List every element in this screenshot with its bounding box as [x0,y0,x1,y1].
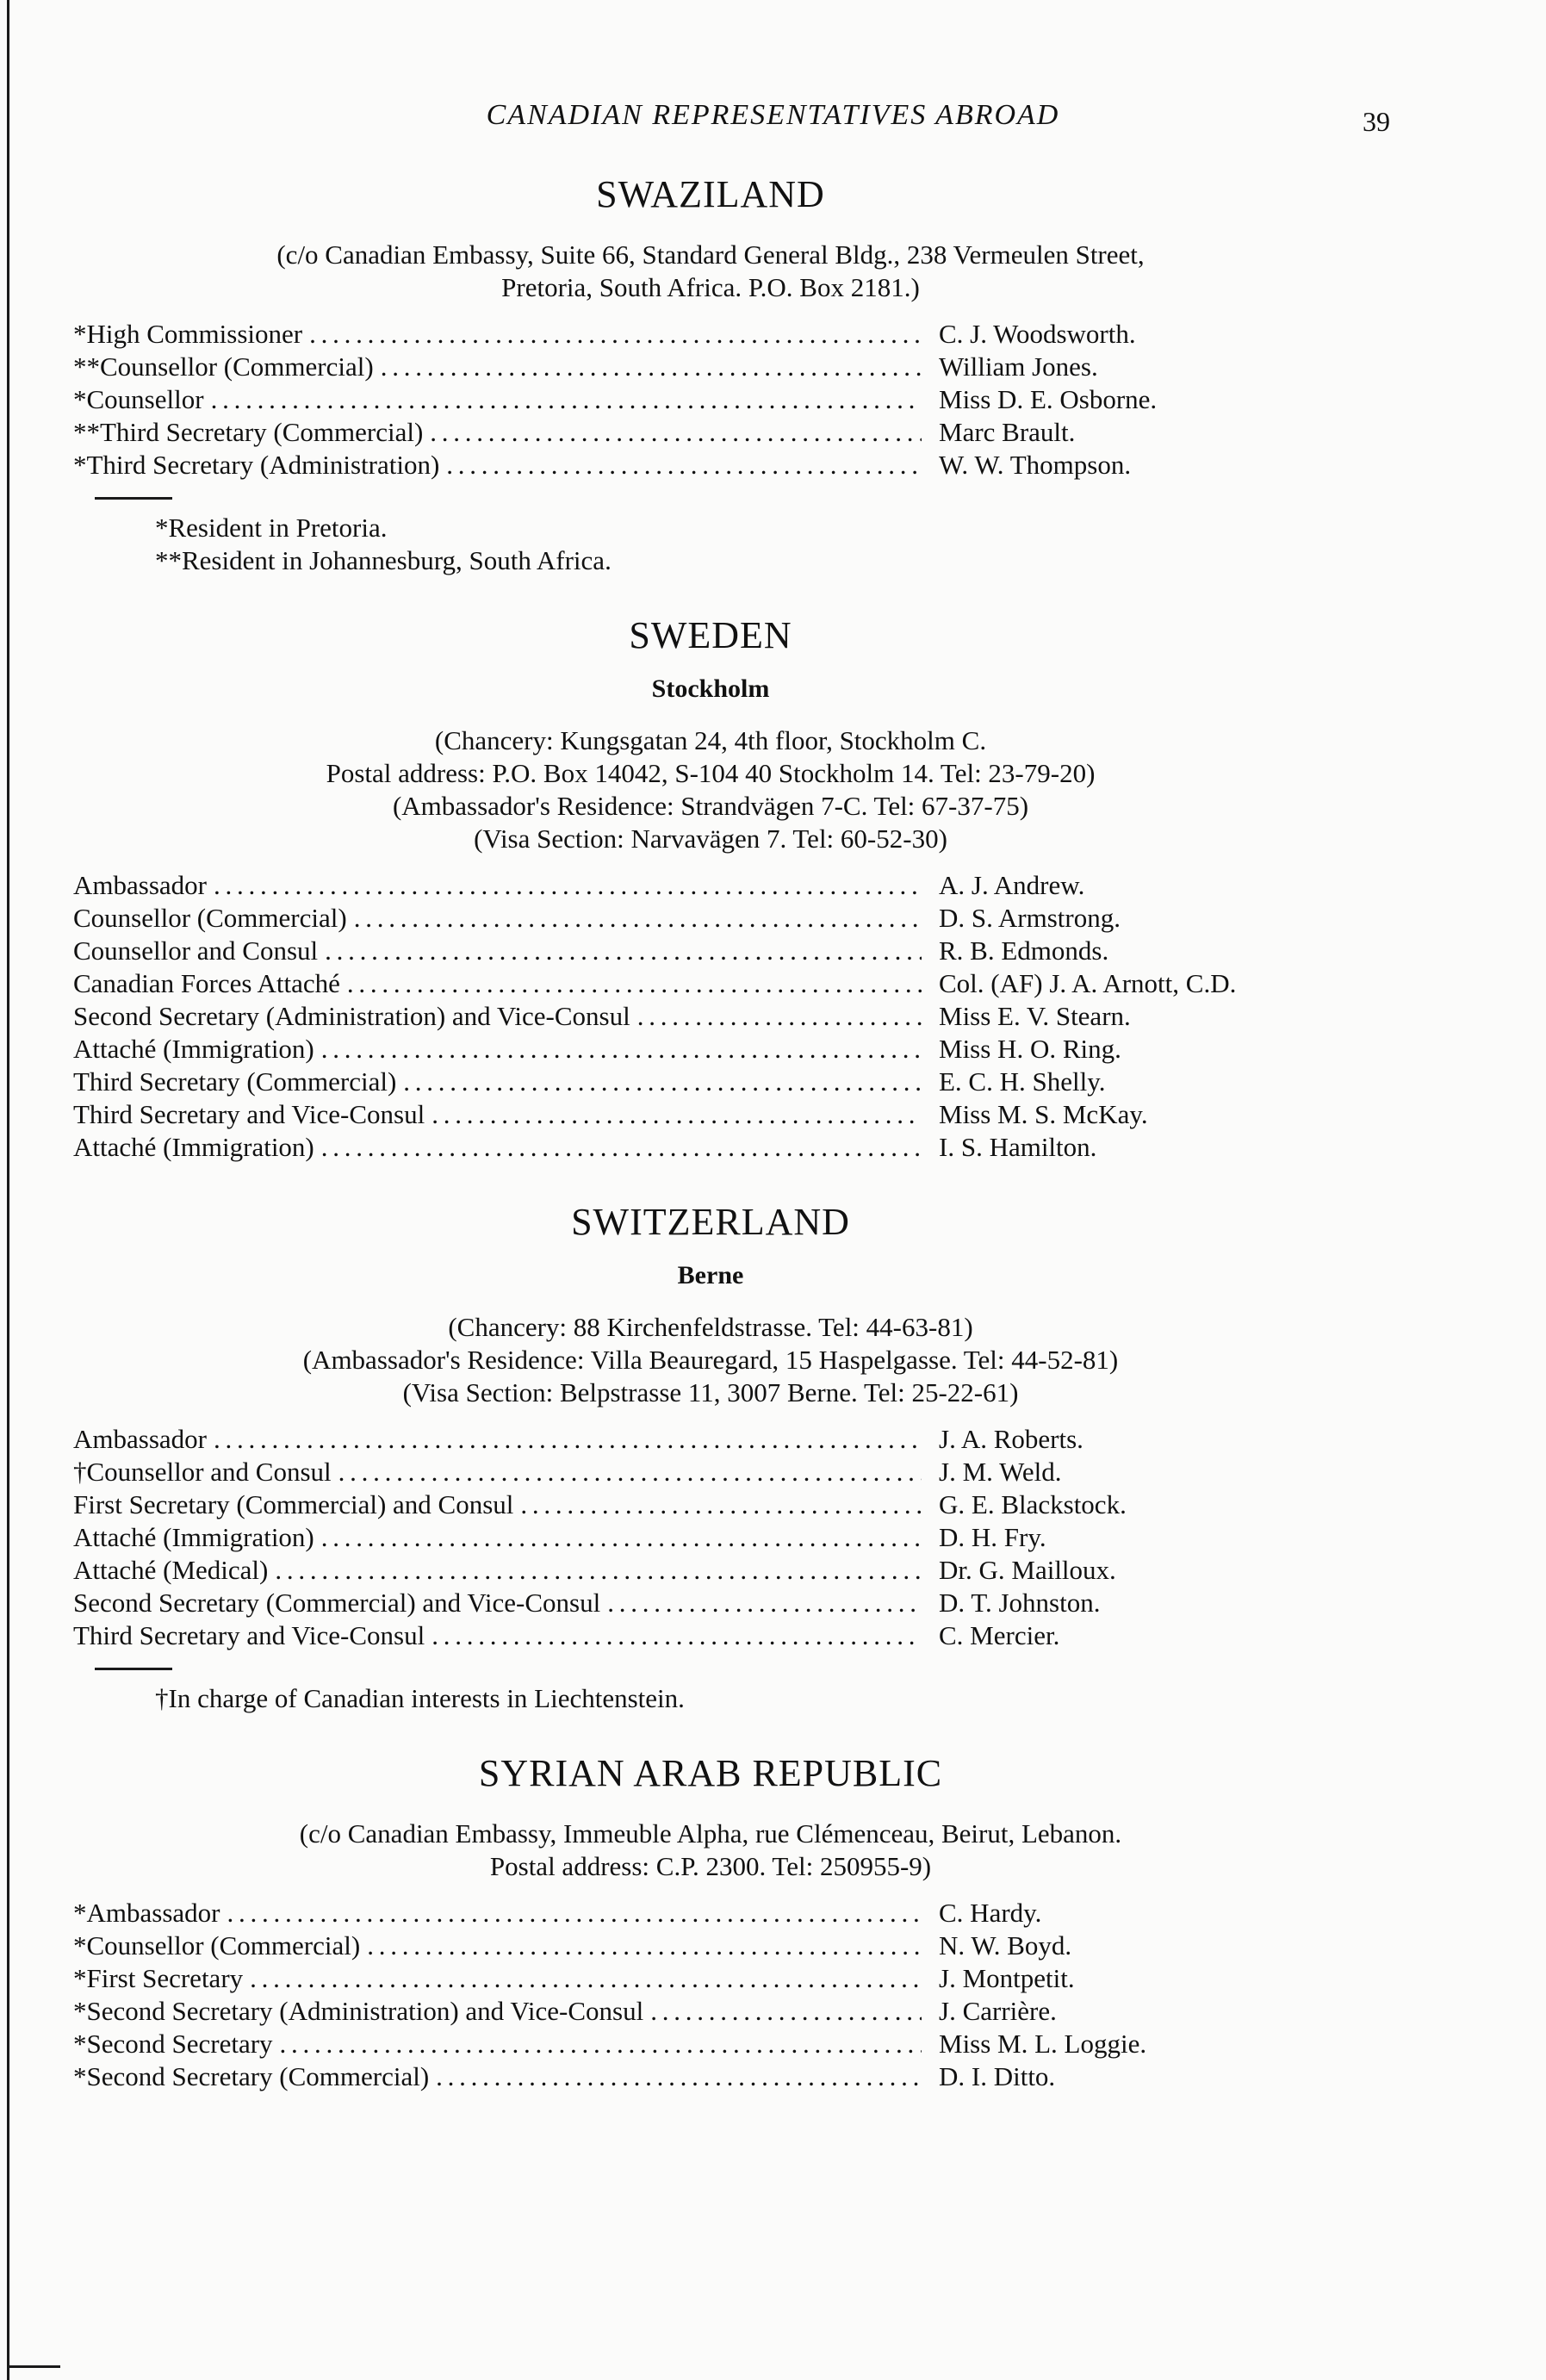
representative-name: Miss E. V. Stearn. [939,1001,1131,1031]
representative-name: D. S. Armstrong. [939,903,1121,933]
representative-name: William Jones. [939,351,1098,382]
position-cell [73,2028,922,2060]
running-title: CANADIAN REPRESENTATIVES ABROAD [486,99,1060,131]
dot-leader [430,416,922,449]
staff-row [73,1995,1348,2028]
country-section [73,613,1348,1164]
representative-name: D. H. Fry. [939,1522,1046,1552]
position-cell [73,416,922,449]
dot-leader [275,1554,922,1587]
position-cell [73,449,922,482]
city-heading: Berne [677,1261,744,1289]
position-cell [73,1587,922,1619]
dot-leader [250,1962,922,1995]
position-title: First Secretary (Commercial) and Consul [73,1489,514,1519]
position-cell [73,935,922,967]
dot-leader [367,1929,922,1962]
position-title: *Ambassador [73,1898,220,1928]
address-line: Postal address: P.O. Box 14042, S-104 40 Stockholm 14. Tel: 23-79-20) [326,758,1096,788]
position-title: Third Secretary and Vice-Consul [73,1099,425,1129]
position-title: Attaché (Immigration) [73,1132,314,1162]
staff-row [73,2028,1348,2060]
position-title: Counsellor (Commercial) [73,903,347,933]
representative-name: D. I. Ditto. [939,2061,1056,2091]
representative-name: Miss M. S. McKay. [939,1099,1148,1129]
dot-leader [338,1456,922,1488]
address-line: Postal address: C.P. 2300. Tel: 250955-9) [489,1851,932,1881]
position-cell [73,1995,922,2028]
position-cell [73,967,922,1000]
address-block [73,1818,1348,1883]
position-cell [73,1619,922,1652]
country-title: SWEDEN [629,614,792,656]
address-line: (c/o Canadian Embassy, Immeuble Alpha, rue Clémenceau, Beirut, Lebanon. [299,1818,1122,1849]
country-title: SWAZILAND [596,173,825,215]
country-title: SYRIAN ARAB REPUBLIC [478,1752,943,1794]
representative-name: N. W. Boyd. [939,1930,1072,1961]
staff-row [73,318,1348,351]
address-block [73,1311,1348,1409]
address-line: Pretoria, South Africa. P.O. Box 2181.) [501,272,920,302]
staff-row [73,1488,1348,1521]
staff-row [73,2060,1348,2093]
staff-row [73,935,1348,967]
position-title: Ambassador [73,870,207,900]
position-cell [73,351,922,383]
dot-leader [637,1000,922,1033]
staff-row [73,1033,1348,1066]
position-cell [73,1098,922,1131]
position-cell [73,869,922,902]
representative-name: Marc Brault. [939,417,1076,447]
staff-row [73,1098,1348,1131]
representative-name: Miss H. O. Ring. [939,1034,1121,1064]
footnote: **Resident in Johannesburg, South Africa. [155,545,612,575]
position-title: Attaché (Immigration) [73,1522,314,1552]
address-line: (Ambassador's Residence: Villa Beauregard, 15 Haspelgasse. Tel: 44-52-81) [302,1345,1119,1375]
position-cell [73,1131,922,1164]
address-line: (Visa Section: Belpstrasse 11, 3007 Berne. Tel: 25-22-61) [402,1377,1019,1407]
dot-leader [403,1066,922,1098]
representative-name: C. Mercier. [939,1620,1060,1650]
representative-name: I. S. Hamilton. [939,1132,1097,1162]
dot-leader [381,351,922,383]
staff-row [73,1456,1348,1488]
staff-row [73,351,1348,383]
position-title: **Counsellor (Commercial) [73,351,374,382]
representative-name: D. T. Johnston. [939,1588,1101,1618]
staff-row [73,1897,1348,1929]
position-cell [73,902,922,935]
dot-leader [227,1897,922,1929]
dot-leader [214,1423,922,1456]
position-cell [73,1423,922,1456]
position-cell [73,1033,922,1066]
address-line: (Visa Section: Narvavägen 7. Tel: 60-52-30) [474,823,947,854]
staff-row [73,869,1348,902]
representative-name: J. Montpetit. [939,1963,1075,1993]
representative-name: G. E. Blackstock. [939,1489,1127,1519]
staff-row [73,449,1348,482]
footnote: *Resident in Pretoria. [155,513,388,543]
dot-leader [280,2028,922,2060]
position-title: *First Secretary [73,1963,244,1993]
staff-list [73,1423,1348,1652]
position-cell [73,1521,922,1554]
dot-leader [321,1131,922,1164]
position-title: Canadian Forces Attaché [73,968,340,998]
position-title: Ambassador [73,1424,207,1454]
country-section [73,172,1348,577]
address-line: (Chancery: Kungsgatan 24, 4th floor, Stockholm C. [434,725,987,755]
address-line: (Chancery: 88 Kirchenfeldstrasse. Tel: 44-63-81) [448,1312,973,1342]
staff-row [73,967,1348,1000]
dot-leader [607,1587,922,1619]
position-cell [73,318,922,351]
position-title: †Counsellor and Consul [73,1457,332,1487]
representative-name: J. Carrière. [939,1996,1057,2026]
position-title: Attaché (Medical) [73,1555,269,1585]
address-line: (c/o Canadian Embassy, Suite 66, Standard General Bldg., 238 Vermeulen Street, [276,239,1145,270]
footnote-rule [95,1668,172,1670]
dot-leader [309,318,922,351]
dot-leader [214,869,922,902]
dot-leader [520,1488,922,1521]
representative-name: R. B. Edmonds. [939,935,1109,966]
position-title: *Third Secretary (Administration) [73,450,440,480]
position-title: **Third Secretary (Commercial) [73,417,424,447]
position-title: Second Secretary (Administration) and Vice-Consul [73,1001,630,1031]
directory-listing [73,164,1348,2129]
footnote-rule [95,497,172,500]
address-block [73,239,1348,304]
dot-leader [432,1098,922,1131]
representative-name: Miss M. L. Loggie. [939,2029,1147,2059]
position-cell [73,1962,922,1995]
staff-row [73,416,1348,449]
position-title: *Second Secretary [73,2029,273,2059]
representative-name: C. J. Woodsworth. [939,319,1136,349]
position-title: Counsellor and Consul [73,935,319,966]
dot-leader [432,1619,922,1652]
staff-row [73,1521,1348,1554]
dot-leader [321,1033,922,1066]
country-section [73,1751,1348,2093]
page-number: 39 [1363,106,1390,137]
position-title: Third Secretary and Vice-Consul [73,1620,425,1650]
staff-row [73,1423,1348,1456]
country-section [73,1200,1348,1715]
address-line: (Ambassador's Residence: Strandvägen 7-C. Tel: 67-37-75) [392,791,1029,821]
staff-row [73,1066,1348,1098]
staff-row [73,1619,1348,1652]
position-title: *High Commissioner [73,319,303,349]
dot-leader [436,2060,922,2093]
staff-row [73,1962,1348,1995]
position-title: Second Secretary (Commercial) and Vice-Consul [73,1588,601,1618]
position-cell [73,1488,922,1521]
representative-name: C. Hardy. [939,1898,1042,1928]
dot-leader [650,1995,922,2028]
position-cell [73,1000,922,1033]
address-block [73,724,1348,855]
position-title: *Second Secretary (Administration) and Vice-Consul [73,1996,644,2026]
position-cell [73,1554,922,1587]
city-heading: Stockholm [651,674,770,703]
position-cell [73,1929,922,1962]
staff-list [73,869,1348,1164]
page-corner-mark [9,2365,60,2368]
staff-row [73,1131,1348,1164]
representative-name: A. J. Andrew. [939,870,1085,900]
dot-leader [325,935,922,967]
dot-leader [354,902,922,935]
staff-row [73,1587,1348,1619]
staff-row [73,1929,1348,1962]
representative-name: E. C. H. Shelly. [939,1066,1106,1097]
staff-row [73,1000,1348,1033]
position-title: Attaché (Immigration) [73,1034,314,1064]
staff-row [73,902,1348,935]
position-cell [73,1456,922,1488]
representative-name: Col. (AF) J. A. Arnott, C.D. [939,968,1237,998]
position-title: *Second Secretary (Commercial) [73,2061,430,2091]
staff-row [73,1554,1348,1587]
footnote: †In charge of Canadian interests in Liechtenstein. [155,1683,685,1713]
dot-leader [211,383,922,416]
representative-name: J. A. Roberts. [939,1424,1083,1454]
page-edge-line [7,0,9,2380]
dot-leader [446,449,922,482]
staff-list [73,1897,1348,2093]
position-title: *Counsellor (Commercial) [73,1930,361,1961]
dot-leader [347,967,922,1000]
position-cell [73,2060,922,2093]
dot-leader [321,1521,922,1554]
position-cell [73,383,922,416]
staff-row [73,383,1348,416]
representative-name: J. M. Weld. [939,1457,1062,1487]
position-title: Third Secretary (Commercial) [73,1066,397,1097]
position-cell [73,1066,922,1098]
position-title: *Counsellor [73,384,204,414]
country-title: SWITZERLAND [571,1201,850,1243]
representative-name: Dr. G. Mailloux. [939,1555,1116,1585]
staff-list [73,318,1348,482]
representative-name: Miss D. E. Osborne. [939,384,1158,414]
position-cell [73,1897,922,1929]
representative-name: W. W. Thompson. [939,450,1132,480]
